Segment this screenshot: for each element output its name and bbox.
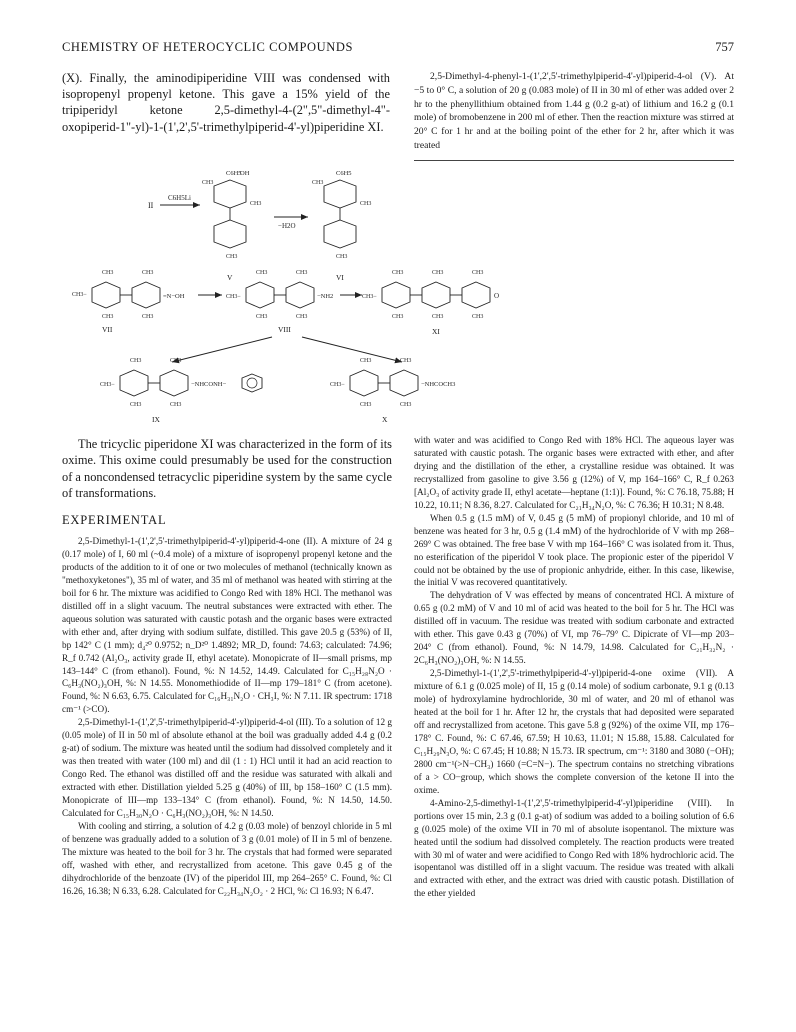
svg-text:−NHCOCH3: −NHCOCH3 [421, 381, 456, 388]
right-body-paragraph: The dehydration of V was effected by means of concentrated HCl. A mixture of 0.65 g (0.2 mM) of V and 10 ml of acid was heated to the boil for 5 hr. The HCl was distilled off in vacuum. The residue was treated with sodium carbonate and extracted with ether. This gave 0.43 g (70%) of VI, mp 76–79° C. Dipicrate of VI—mp 203–204° C (from ethanol). Found, %: N 14.79, 14.98. Calculated for C₂₁H₃₂N₂ · 2C₆H₃(NO₂)₃OH, %: N 14.55. [414, 590, 734, 666]
svg-text:CH3: CH3 [360, 358, 372, 364]
svg-text:CH3: CH3 [170, 358, 182, 364]
svg-text:CH3: CH3 [312, 180, 324, 186]
svg-text:CH3−: CH3− [362, 294, 377, 300]
svg-text:CH3: CH3 [296, 314, 308, 320]
right-body-paragraph: 4-Amino-2,5-dimethyl-1-(1',2',5'-trimethylpiperid-4'-yl)piperidine (VIII). In portions over 15 min, 2.3 g (0.1 g-at) of sodium was added to a boiling solution of 6.6 g (0.025 mole) of the oxime VII in 70 ml of absolute isopentanol. The mixture was heated until the sodium had dissolved completely. The reaction products were treated with 30 ml of water and were acidified to Congo Red with 18% hydrochloric acid. The isopentanol was distilled off in a slight vacuum. The residue was treated with alkali and extracted with ether, and the extract was dried with caustic potash. Distillation of the ether yielded [414, 797, 734, 899]
svg-text:CH3−: CH3− [226, 294, 241, 300]
experimental-right-column [414, 434, 734, 900]
reaction-scheme-figure [62, 162, 734, 428]
top-right-column [414, 70, 734, 153]
label-XI: XI [432, 327, 440, 336]
svg-text:CH3: CH3 [226, 254, 238, 260]
right-body-paragraph: with water and was acidified to Congo Red with 18% HCl. The aqueous layer was saturated with caustic potash. The organic bases were extracted with ether, and after drying and the distillation of the ether, a crystalline residue was obtained. It was recrystallized from gasoline to give 3.56 g (12%) of V, mp 164–166° C, R_f 0.263 [Al₂O₃ of activity grade II, ethyl acetate—heptane (1:1)]. Found, %: C 76.18, 75.88; H 10.22, 10.11; N 8.36, 8.27. Calculated for C₂₁H₃₄N₂O, %: C 76.36; H 10.31; N 8.48. [414, 435, 734, 510]
structure-VI [312, 170, 371, 260]
svg-text:CH3: CH3 [472, 270, 484, 276]
svg-text:CH3: CH3 [400, 402, 412, 408]
label-V: V [227, 273, 233, 282]
svg-text:CH3: CH3 [256, 270, 268, 276]
right-body-paragraph: When 0.5 g (1.5 mM) of V, 0.45 g (5 mM) of propionyl chloride, and 10 ml of benzene was heated for 3 hr, 0.5 g (1.4 mM) of the hydrochloride of V with mp 268–269° C was obtained. The free base V with mp 164–166° C was isolated from it. Thus, no esterification of the piperidol V took place. The propionic ester of the piperidol V could not be obtained by the use of propionic anhydride, either. In this case, likewise, the initial V was recovered quantitatively. [414, 512, 734, 588]
label-VI: VI [336, 273, 344, 282]
lead-paragraph-column [62, 70, 390, 135]
dehydration-label: −H2O [278, 222, 296, 230]
svg-text:CH3−: CH3− [100, 382, 115, 388]
lead-paragraph: (X). Finally, the aminodipiperidine VIII was condensed with isopropenyl propenyl ketone. This gave a 15% yield of the tripiperidyl ketone 2,5-dimethyl-4-(2",5"-dimethyl-4"-oxopiperid-1"-yl)-1-(1',2',5'-trimethylpiperid-4'-yl)piperidine XI. [62, 71, 390, 134]
compound-v-paragraph: 2,5-Dimethyl-4-phenyl-1-(1',2',5'-trimethylpiperid-4'-yl)piperid-4-ol (V). At −5 to 0° C, a solution of 20 g (0.083 mole) of II in 30 ml of ether was added over 2 hr to the phenyllithium obtained from 1.44 g (0.2 g-at) of lithium and 16.2 g (0.1 mole) of bromobenzene in 200 ml of ether. Then the reaction mixture was stirred at 20° C for 1 hr and at the boiling point of the ether for 2 hr, after which it was treated [414, 71, 734, 151]
label-VII: VII [102, 325, 113, 334]
label-X: X [382, 415, 388, 424]
structure-VIII [226, 270, 333, 320]
experimental-left-column [62, 535, 392, 898]
svg-text:CH3: CH3 [360, 201, 372, 207]
label-VIII: VIII [278, 325, 291, 334]
left-body-paragraph: With cooling and stirring, a solution of 4.2 g (0.03 mole) of benzoyl chloride in 5 ml of benzene was gradually added to a solution of 3 g (0.01 mole) of II in 5 ml of benzene. The mixture was heated to the boil for 3 hr. The crystals that had formed were separated off, washed with ether, and recrystallized from acetone. This gave 0.45 g of the dihydrochloride of the benzoate (IV) of the piperidol III, mp 264–265° C. Found, %: Cl 16.26, 16.38; N 6.33, 6.28. Calculated for C₂₂H₃₄N₂O₂ · 2 HCl, %: Cl 16.93; N 6.47. [62, 820, 392, 896]
svg-text:CH3: CH3 [130, 402, 142, 408]
structure-IX [100, 358, 262, 408]
label-IX: IX [152, 415, 160, 424]
label-II: II [148, 201, 154, 210]
column-rule [414, 160, 734, 161]
page-number: 757 [715, 40, 734, 54]
structure-V [202, 170, 261, 260]
svg-text:CH3: CH3 [400, 358, 412, 364]
svg-text:OH: OH [240, 170, 250, 177]
tricyclic-paragraph: The tricyclic piperidone XI was characterized in the form of its oxime. This oxime could presumably be used for the construction of a noncondensed tetracyclic piperidine system by the same cycle of transformations. [62, 437, 392, 501]
structure-XI [362, 270, 499, 320]
svg-text:CH3: CH3 [432, 314, 444, 320]
svg-text:CH3: CH3 [102, 314, 114, 320]
right-body-paragraph: 2,5-Dimethyl-1-(1',2',5'-trimethylpiperid-4'-yl)piperid-4-one oxime (VII). A mixture of 6.1 g (0.025 mole) of II, 15 g (0.14 mole) of sodium carbonate, 9.1 g (0.13 mole) of hydroxylamine hydrochloride, 30 ml of water, and 20 ml of ethanol was heated at the boil for 1 hr. After 12 hr, the crystals that had deposited were separated off and recrystallized from acetone. This gave 5.8 g (92%) of the oxime VII, mp 176–178° C. Found, %: C 67.46, 67.59; H 10.63, 11.01; N 15.88, 15.88. Calculated for C₁₅H₂₉N₃O, %: C 67.45; H 10.88; N 15.73. IR spectrum, cm⁻¹: 3180 and 3080 (−OH); 2800 cm⁻¹(>N−CH₃) 1660 (=C=N−). The spectrum contains no stretching vibrations of a > CO−group, which shows the complete conversion of the ketone II into the oxime. [414, 668, 734, 795]
section-heading: EXPERIMENTAL [62, 513, 167, 527]
svg-text:−NHCONH−: −NHCONH− [191, 381, 227, 388]
svg-text:CH3: CH3 [256, 314, 268, 320]
svg-text:CH3: CH3 [202, 180, 214, 186]
arrow-VIII-to-IX [172, 337, 272, 362]
svg-text:CH3: CH3 [392, 314, 404, 320]
svg-text:CH3: CH3 [130, 358, 142, 364]
left-body-paragraph: 2,5-Dimethyl-1-(1',2',5'-trimethylpiperid-4'-yl)piperid-4-one (II). A mixture of 24 g (0.17 mole) of I, 60 ml (~0.4 mole) of a mixture of isopropenyl propenyl ketone and the products of the addition to it of one or two molecules of methanol (technically known as "methoxyketones"), 35 ml of water, and 35 ml of methanol was heated with stirring at the boil for 6 hr. The mixture was acidified to Congo Red with 18% HCl. The methanol was distilled off in a slight vacuum. The neutral substances were extracted with ether. The aqueous solution was saturated with caustic potash and the organic bases were extracted with ether and, after drying with sodium sulfate, distilled. This gave 20.5 g (53%) of II, bp 142° C (1 mm); d₄²⁰ 0.9752; n_D²⁰ 1.4892; MR_D, found: 74.63; calculated: 74.96; R_f 0.742 (Al₂O₃, activity grade II, ethyl acetate). Monopicrate of II—small prisms, mp 143–144° C (from ethanol). Found, %: N 14.52, 14.49. Calculated for C₁₅H₂₈N₂O · C₆H₃(NO₂)₃OH, %: N 14.55. Monomethiodide of II—mp 179–181° C (from acetone). Found, %: N 6.63, 6.75. Calculated for C₁₆H₃₁N₂O · CH₃I, %: N 7.11. IR spectrum: 1718 cm⁻¹ (>CO). [62, 536, 392, 715]
structure-X [330, 358, 455, 408]
reaction-scheme [62, 162, 734, 428]
structure-VII [72, 270, 185, 320]
svg-text:CH3: CH3 [360, 402, 372, 408]
mid-left-column [62, 436, 392, 502]
svg-text:CH3: CH3 [250, 201, 262, 207]
arrow-VIII-to-X [302, 337, 402, 362]
svg-text:CH3−: CH3− [330, 382, 345, 388]
svg-text:CH3: CH3 [102, 270, 114, 276]
svg-text:C6H5: C6H5 [336, 170, 352, 177]
svg-text:−NH2: −NH2 [317, 293, 334, 300]
svg-text:CH3: CH3 [170, 402, 182, 408]
svg-text:CH3: CH3 [142, 270, 154, 276]
journal-title: CHEMISTRY OF HETEROCYCLIC COMPOUNDS [62, 40, 354, 54]
svg-text:CH3: CH3 [296, 270, 308, 276]
svg-text:C6H5: C6H5 [226, 170, 242, 177]
svg-text:CH3: CH3 [432, 270, 444, 276]
svg-text:CH3: CH3 [392, 270, 404, 276]
page-header [62, 40, 734, 58]
svg-text:=N−OH: =N−OH [163, 293, 185, 300]
svg-text:O: O [494, 292, 500, 300]
svg-text:CH3: CH3 [336, 254, 348, 260]
svg-text:CH3: CH3 [472, 314, 484, 320]
svg-text:CH3: CH3 [142, 314, 154, 320]
reagent-label: C6H5Li [168, 194, 191, 202]
svg-text:CH3−: CH3− [72, 292, 87, 298]
left-body-paragraph: 2,5-Dimethyl-1-(1',2',5'-trimethylpiperid-4'-yl)piperid-4-ol (III). To a solution of 12 g (0.05 mole) of II in 50 ml of absolute ethanol at the boil was gradually added 4.4 g (0.2 g-at) of sodium. The mixture was heated until the sodium had dissolved completely and it was then treated with water (100 ml) and dil (1 : 1) HCl until it had an acid reaction to Congo Red. The ethanol was distilled off and the residue was saturated with alkali and extracted with ether. Distillation yielded 5.25 g (40%) of III, bp 158–160° C (1.5 mm). Monopicrate of III—mp 133–134° C (from ethanol). Found, %: N 14.50, 14.50. Calculated for C₁₅H₃₀N₂O · C₆H₃(NO₂)₃OH, %: N 14.50. [62, 717, 392, 819]
